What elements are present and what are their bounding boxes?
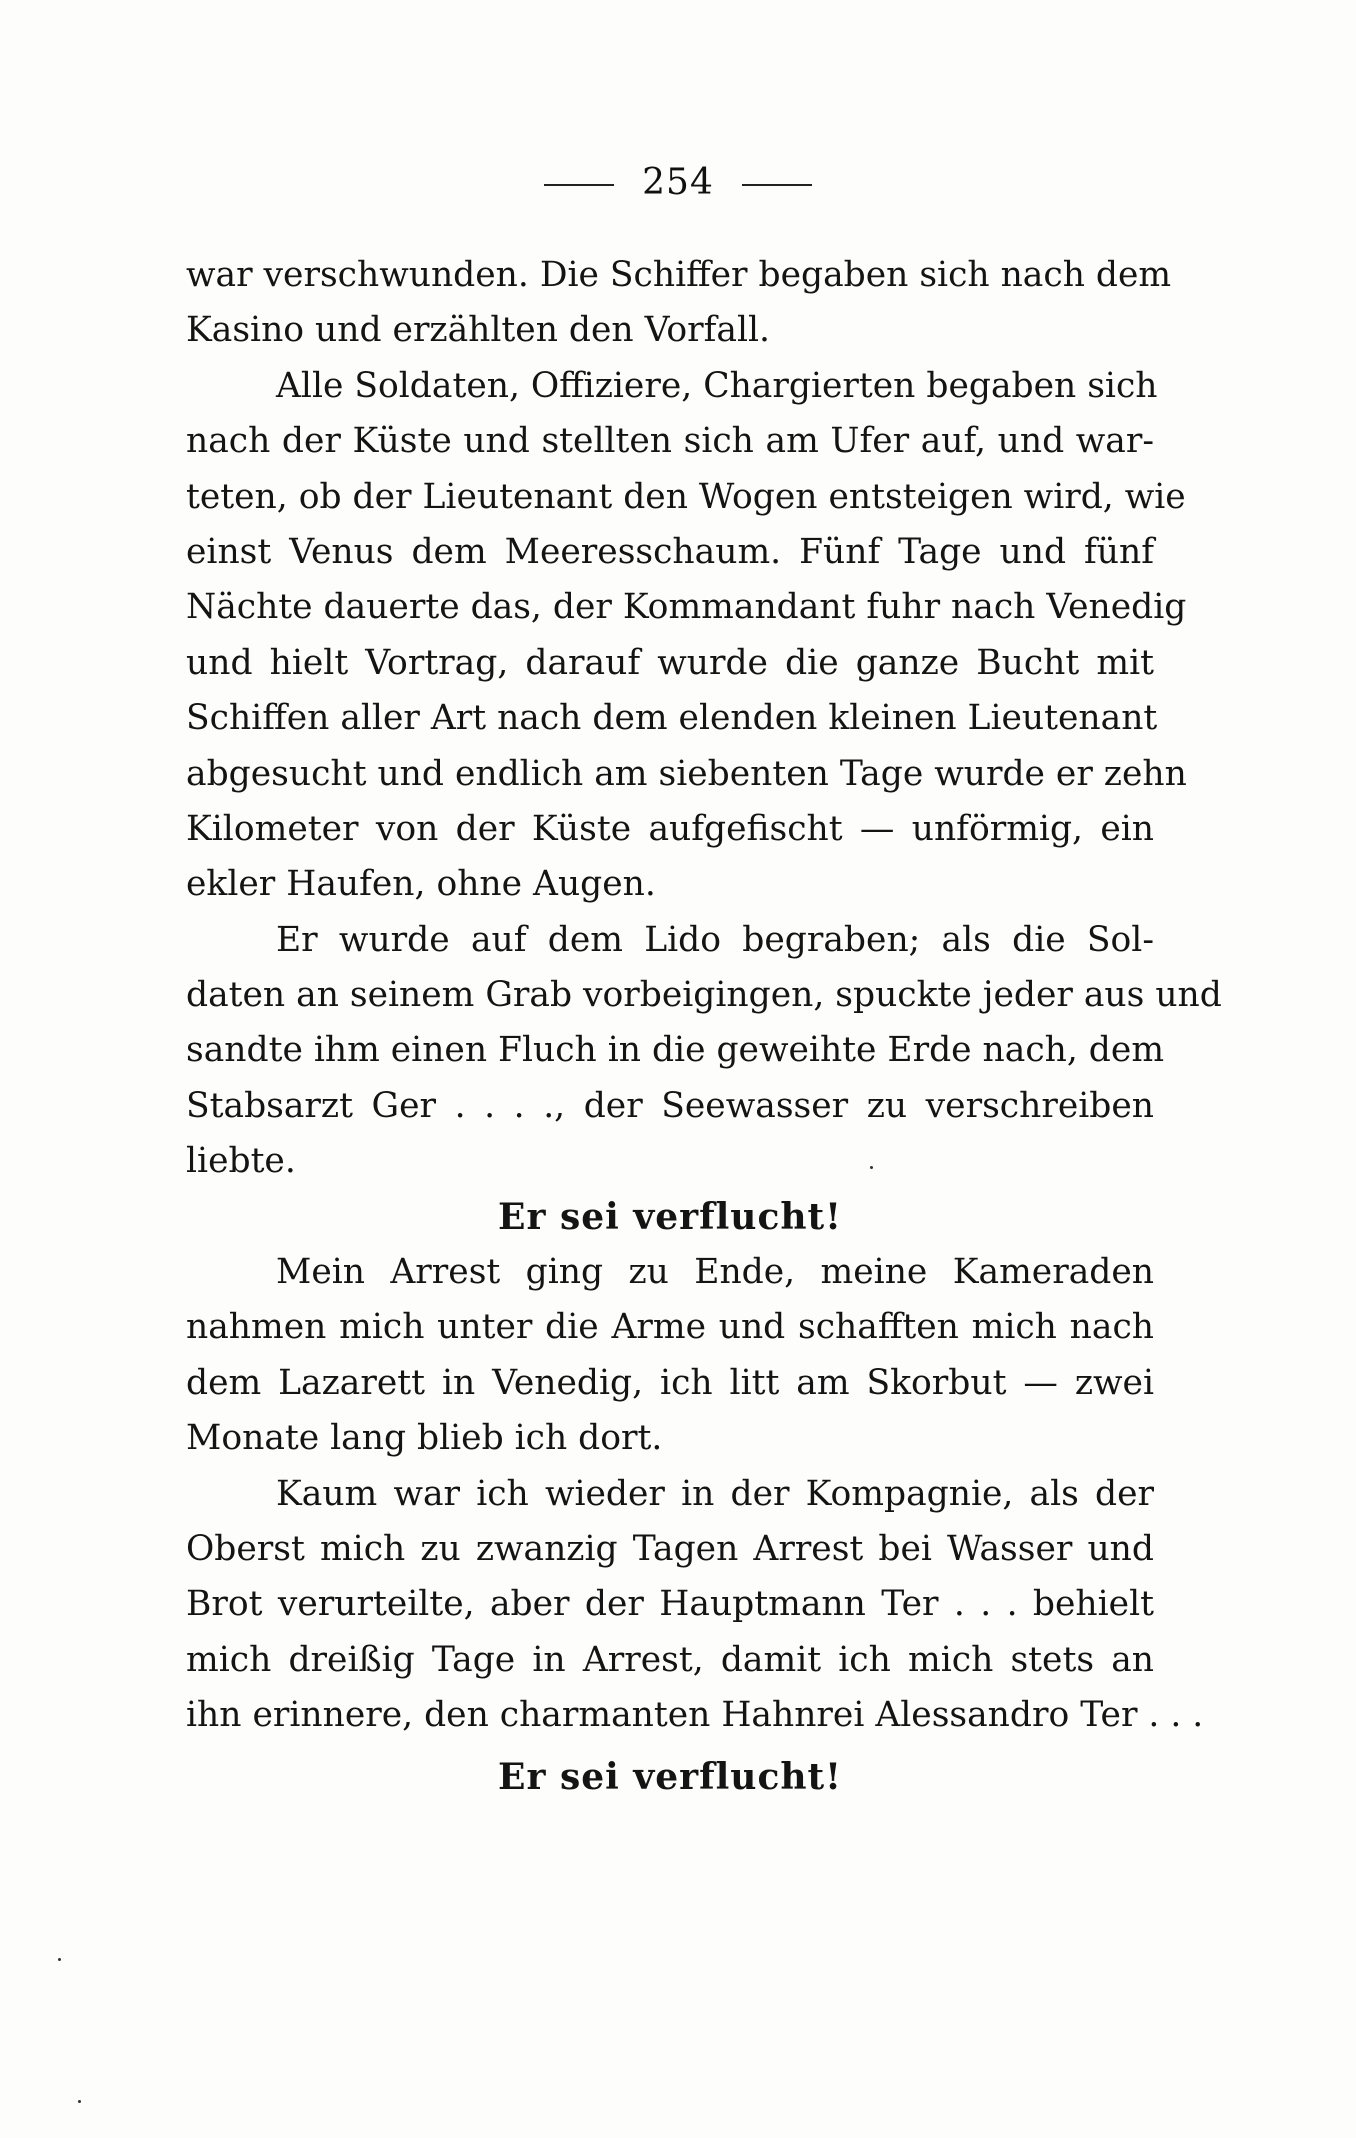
closing-heading: Er sei verflucht! (498, 1755, 842, 1798)
text-line: einst Venus dem Meeresschaum. Fünf Tage und fünf (186, 531, 1154, 572)
text-line: und hielt Vortrag, darauf wurde die ganze Bucht mit (186, 642, 1154, 683)
text-line: Oberst mich zu zwanzig Tagen Arrest bei Wasser und (186, 1528, 1154, 1569)
text-line: liebte. (186, 1141, 296, 1182)
text-line: ihn erinnere, den charmanten Hahnrei Alessandro Ter . . . (186, 1695, 1204, 1736)
section-heading: Er sei verflucht! (498, 1195, 842, 1238)
paper-speck (58, 1958, 61, 1961)
text-line: dem Lazarett in Venedig, ich litt am Skorbut — zwei (186, 1362, 1154, 1403)
text-line: Nächte dauerte das, der Kommandant fuhr nach Venedig (186, 587, 1187, 628)
text-line: sandte ihm einen Fluch in die geweihte Erde nach, dem (186, 1030, 1165, 1071)
right-dash (742, 184, 812, 186)
text-line: war verschwunden. Die Schiffer begaben sich nach dem (186, 255, 1172, 295)
left-dash (544, 184, 614, 186)
page-number-header (0, 162, 1356, 203)
paper-speck (870, 1166, 873, 1169)
text-line: teten, ob der Lieutenant den Wogen entsteigen wird, wie (186, 476, 1186, 517)
text-line: mich dreißig Tage in Arrest, damit ich mich stets an (186, 1639, 1154, 1680)
text-line: Kaum war ich wieder in der Kompagnie, als der (276, 1473, 1154, 1514)
text-line: Mein Arrest ging zu Ende, meine Kameraden (276, 1252, 1154, 1293)
text-line: Alle Soldaten, Offiziere, Chargierten begaben sich (276, 365, 1158, 406)
text-line: abgesucht und endlich am siebenten Tage wurde er zehn (186, 753, 1187, 794)
page-number: 254 (642, 162, 714, 203)
text-line: ekler Haufen, ohne Augen. (186, 864, 656, 905)
text-line: nahmen mich unter die Arme und schafften mich nach (186, 1307, 1154, 1348)
text-line: Kilometer von der Küste aufgefischt — unförmig, ein (186, 808, 1154, 849)
text-line: Brot verurteilte, aber der Hauptmann Ter . . . behielt (186, 1584, 1154, 1625)
text-line: daten an seinem Grab vorbeigingen, spuckte jeder aus und (186, 975, 1222, 1016)
text-line: Er wurde auf dem Lido begraben; als die Sol- (276, 919, 1154, 960)
text-line: Schiffen aller Art nach dem elenden kleinen Lieutenant (186, 698, 1158, 739)
text-line: nach der Küste und stellten sich am Ufer auf, und war- (186, 421, 1154, 462)
text-line: Monate lang blieb ich dort. (186, 1418, 663, 1459)
body-text (186, 248, 1222, 1805)
paper-speck (78, 2100, 81, 2103)
text-line: Stabsarzt Ger . . . ., der Seewasser zu verschreiben (186, 1085, 1154, 1126)
text-line: Kasino und erzählten den Vorfall. (186, 310, 770, 351)
